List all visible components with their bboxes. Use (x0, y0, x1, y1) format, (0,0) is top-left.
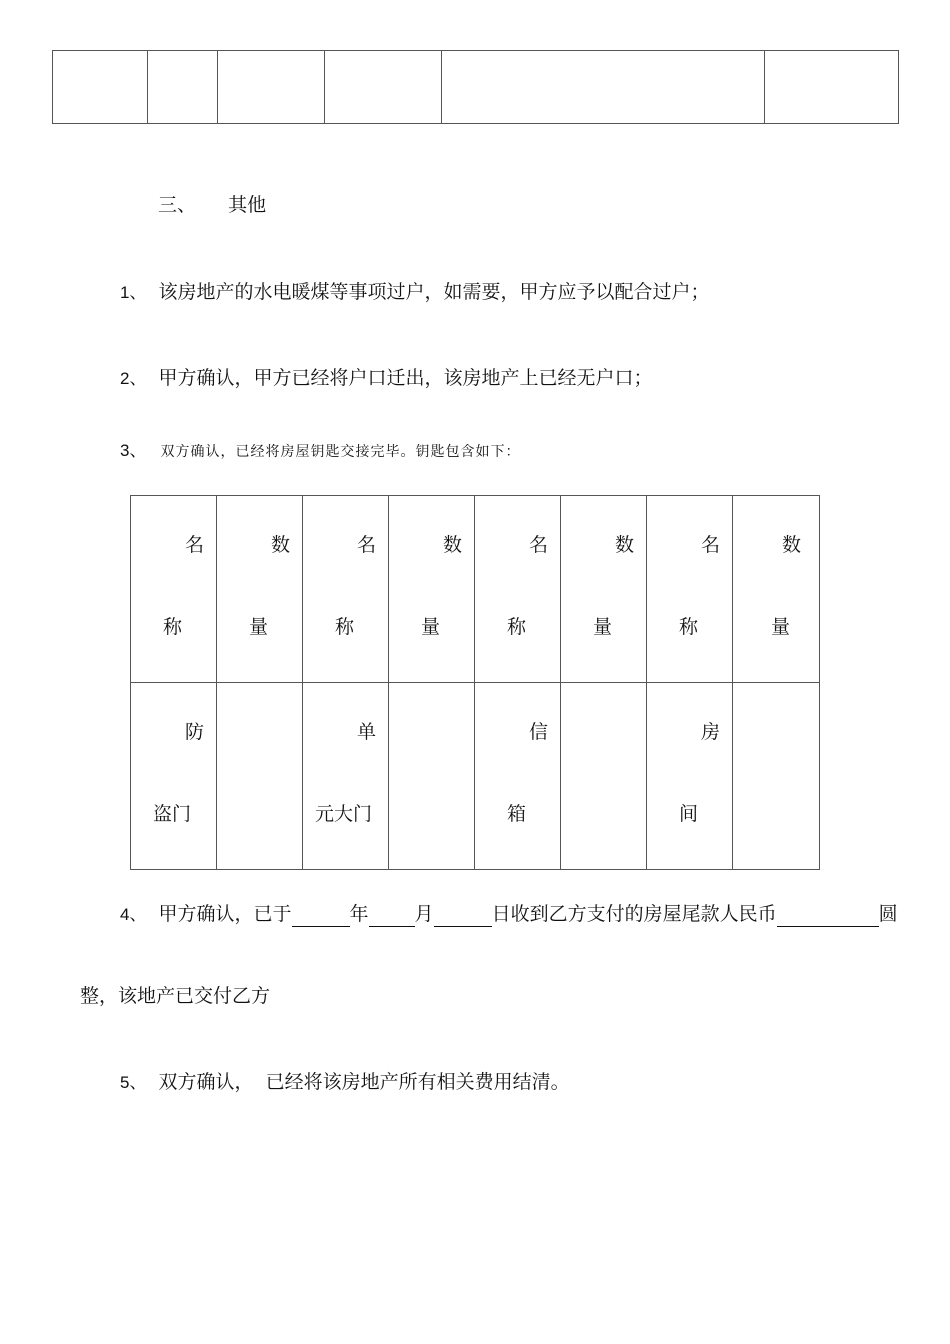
item-text: 圆 (878, 903, 898, 925)
key-cell (217, 683, 303, 870)
header-cell (303, 496, 389, 683)
table-cell (325, 51, 442, 124)
item-text: 年 (349, 903, 369, 925)
section-heading (158, 193, 266, 217)
item-number: 4、 (120, 905, 147, 924)
table-cell (218, 51, 325, 124)
item-text: 日收到乙方支付的房屋尾款人民币 (491, 903, 777, 925)
list-item (120, 902, 898, 927)
section-title: 其他 (228, 194, 267, 216)
key-cell (131, 683, 217, 870)
table-cell (765, 51, 899, 124)
day-blank (434, 906, 492, 927)
header-cell (733, 496, 820, 683)
header-text: 数 (442, 534, 462, 556)
header-text: 量 (593, 616, 613, 638)
key-text: 防 (184, 721, 204, 743)
header-text: 名 (184, 534, 204, 556)
amount-blank (777, 906, 879, 927)
key-cell (389, 683, 475, 870)
header-cell (561, 496, 647, 683)
item-text: 该房地产的水电暖煤等事项过户，如需要，甲方应予以配合过户； (158, 281, 710, 303)
key-cell (733, 683, 820, 870)
item-number: 3、 (120, 441, 147, 460)
header-text: 数 (781, 534, 801, 556)
header-text: 数 (614, 534, 634, 556)
item-text: 甲方确认，甲方已经将户口迁出，该房地产上已经无户口； (158, 367, 653, 389)
table-cell (442, 51, 765, 124)
key-text: 单 (356, 721, 376, 743)
item-number: 1、 (120, 283, 147, 302)
header-text: 量 (421, 616, 441, 638)
list-item (120, 438, 521, 464)
item-text: 双方确认， 已经将该房地产所有相关费用结清。 (158, 1071, 570, 1093)
item-continuation: 整，该地产已交付乙方 (80, 985, 271, 1007)
key-text: 盗门 (153, 803, 192, 825)
header-cell (131, 496, 217, 683)
key-cell (561, 683, 647, 870)
key-text: 间 (679, 803, 699, 825)
item-text: 甲方确认，已于 (158, 903, 292, 925)
list-item (120, 366, 653, 391)
key-cell (647, 683, 733, 870)
header-text: 量 (249, 616, 269, 638)
header-text: 称 (335, 616, 355, 638)
header-cell (475, 496, 561, 683)
table-cell (148, 51, 218, 124)
keys-table (130, 495, 820, 870)
key-cell (303, 683, 389, 870)
item-number: 2、 (120, 369, 147, 388)
key-cell (475, 683, 561, 870)
header-text: 名 (356, 534, 376, 556)
header-text: 称 (679, 616, 699, 638)
previous-table (52, 50, 899, 124)
header-text: 称 (507, 616, 527, 638)
list-item (120, 1070, 570, 1095)
list-item (120, 280, 710, 305)
header-cell (217, 496, 303, 683)
item-number: 5、 (120, 1073, 147, 1092)
header-text: 数 (270, 534, 290, 556)
section-number: 三、 (158, 194, 197, 216)
header-text: 名 (528, 534, 548, 556)
table-cell (53, 51, 148, 124)
key-text: 元大门 (315, 803, 373, 825)
header-cell (389, 496, 475, 683)
item-text: 双方确认，已经将房屋钥匙交接完毕。钥匙包含如下： (160, 444, 521, 460)
month-blank (369, 906, 415, 927)
header-text: 称 (163, 616, 183, 638)
header-text: 量 (771, 616, 791, 638)
header-cell (647, 496, 733, 683)
key-text: 房 (700, 721, 720, 743)
header-text: 名 (700, 534, 720, 556)
key-text: 箱 (507, 803, 527, 825)
item-text: 月 (414, 903, 434, 925)
key-text: 信 (528, 721, 548, 743)
year-blank (292, 906, 350, 927)
